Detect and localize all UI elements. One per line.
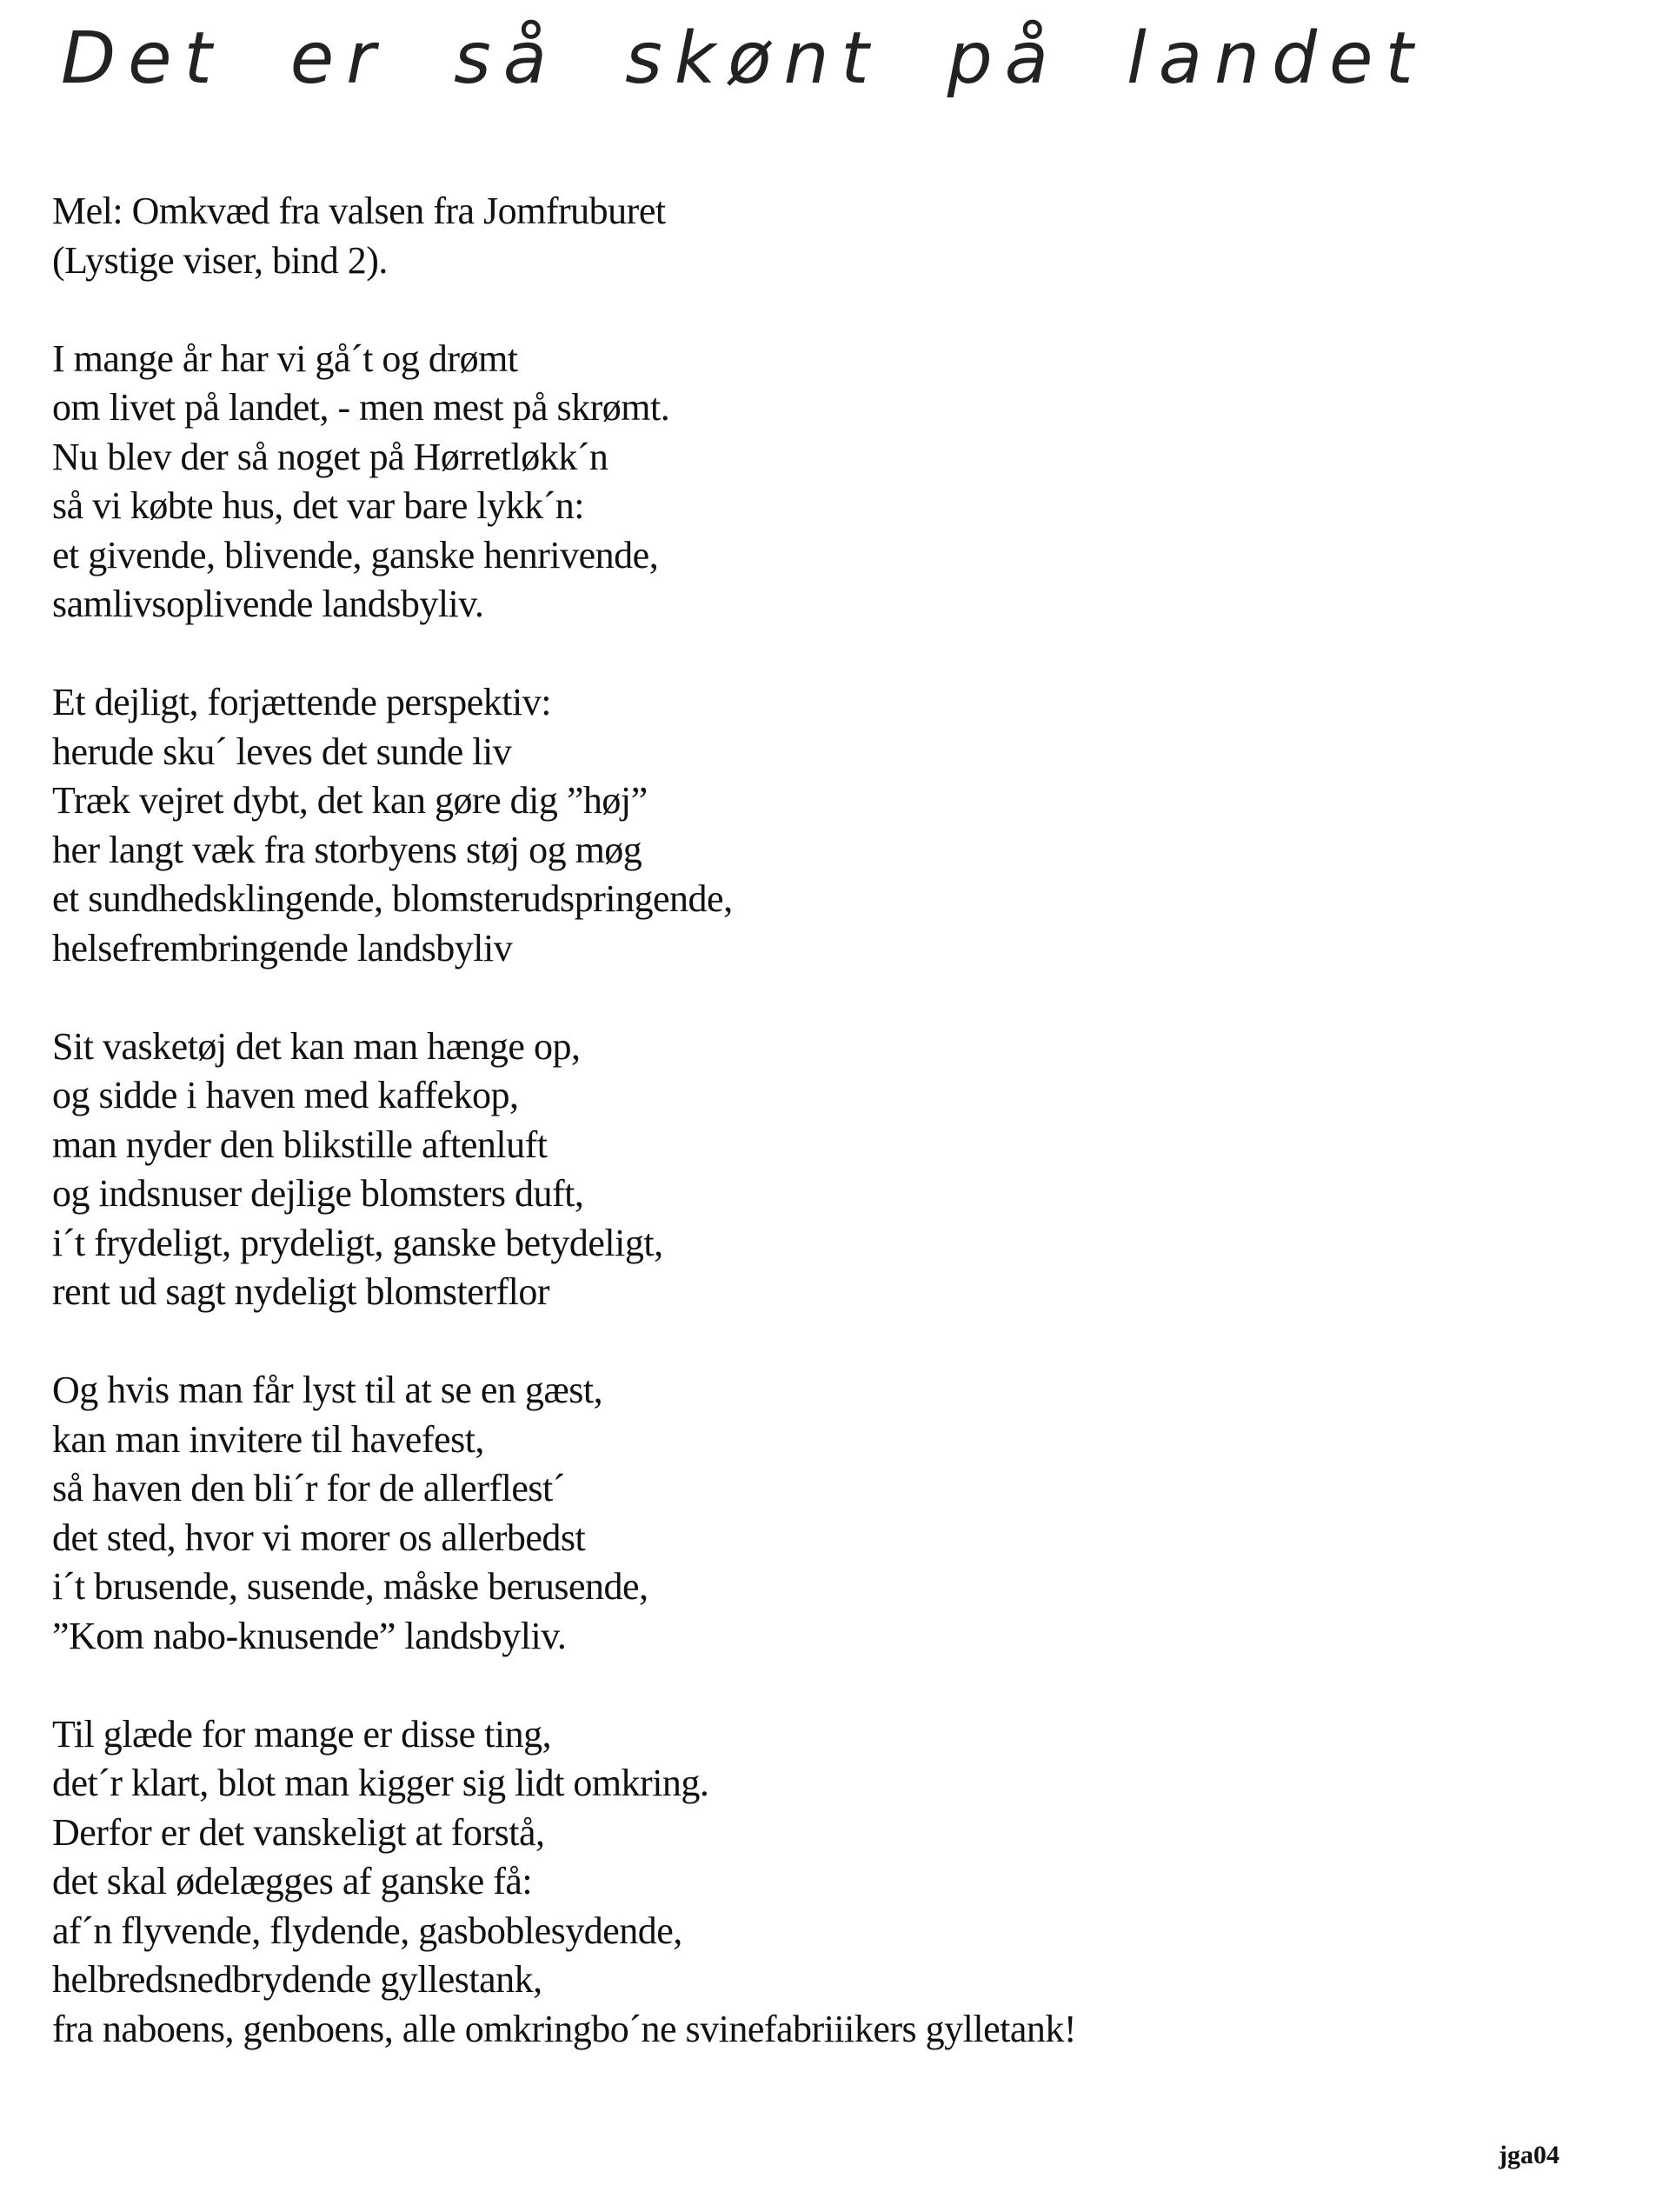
song-lyrics [52,187,1530,2054]
author-initials: jga04 [1499,2141,1559,2169]
lyric-line: samlivsoplivende landsbyliv. [52,583,484,625]
lyric-line: det sted, hvor vi morer os allerbedst [52,1516,586,1559]
lyric-line: herude sku´ leves det sunde liv [52,730,512,773]
lyric-line: Et dejligt, forjættende perspektiv: [52,681,551,723]
lyric-line: helsefrembringende landsbyliv [52,926,513,969]
lyric-line: i´t brusende, susende, måske berusende, [52,1565,648,1608]
lyric-line: så vi købte hus, det var bare lykk´n: [52,484,585,527]
lyric-line: Mel: Omkvæd fra valsen fra Jomfruburet [52,190,666,232]
lyric-line: rent ud sagt nydeligt blomsterflor [52,1270,549,1313]
lyric-line: helbredsnedbrydende gyllestank, [52,1958,542,2001]
lyric-line: det skal ødelægges af ganske få: [52,1860,533,1902]
lyric-line: og indsnuser dejlige blomsters duft, [52,1172,584,1215]
lyric-line: kan man invitere til havefest, [52,1417,484,1461]
lyric-line: fra naboens, genboens, alle omkringbo´ne svinefabriiikers gylletank! [52,2007,1077,2050]
lyric-line: i´t frydeligt, prydeligt, ganske betydeligt, [52,1221,663,1264]
lyric-line: om livet på landet, - men mest på skrømt. [52,386,670,429]
lyric-line: et givende, blivende, ganske henrivende, [52,533,659,576]
lyric-line: I mange år har vi gå´t og drømt [52,336,518,380]
stanza-gap [52,630,1530,679]
lyric-line: Derfor er det vanskeligt at forstå, [52,1810,545,1854]
lyric-line: Sit vasketøj det kan man hænge op, [52,1024,581,1068]
lyric-line: af´n flyvende, flydende, gasboblesydende, [52,1909,682,1952]
stanza-gap [52,1661,1530,1710]
stanza-gap [52,1317,1530,1367]
lyric-line: det´r klart, blot man kigger sig lidt omkring. [52,1762,709,1804]
lyric-line: (Lystige viser, bind 2). [52,238,388,282]
lyric-line: Nu blev der så noget på Hørretløkk´n [52,435,608,478]
lyric-line: Til glæde for mange er disse ting, [52,1712,552,1756]
lyric-line: og sidde i haven med kaffekop, [52,1074,519,1116]
lyric-line: Træk vejret dybt, det kan gøre dig ”høj” [52,779,648,822]
lyric-line: ”Kom nabo-knusende” landsbyliv. [52,1614,567,1657]
lyric-line: så haven den bli´r for de allerflest´ [52,1467,565,1509]
lyric-line: Og hvis man får lyst til at se en gæst, [52,1369,603,1411]
lyric-line: man nyder den blikstille aftenluft [52,1123,548,1166]
stanza-gap [52,973,1530,1023]
lyric-line: et sundhedsklingende, blomsterudspringende, [52,877,733,920]
stanza-gap [52,285,1530,335]
lyric-line: her langt væk fra storbyens støj og møg [52,828,642,871]
handwritten-title: Det er så skønt på landet [61,17,1426,100]
